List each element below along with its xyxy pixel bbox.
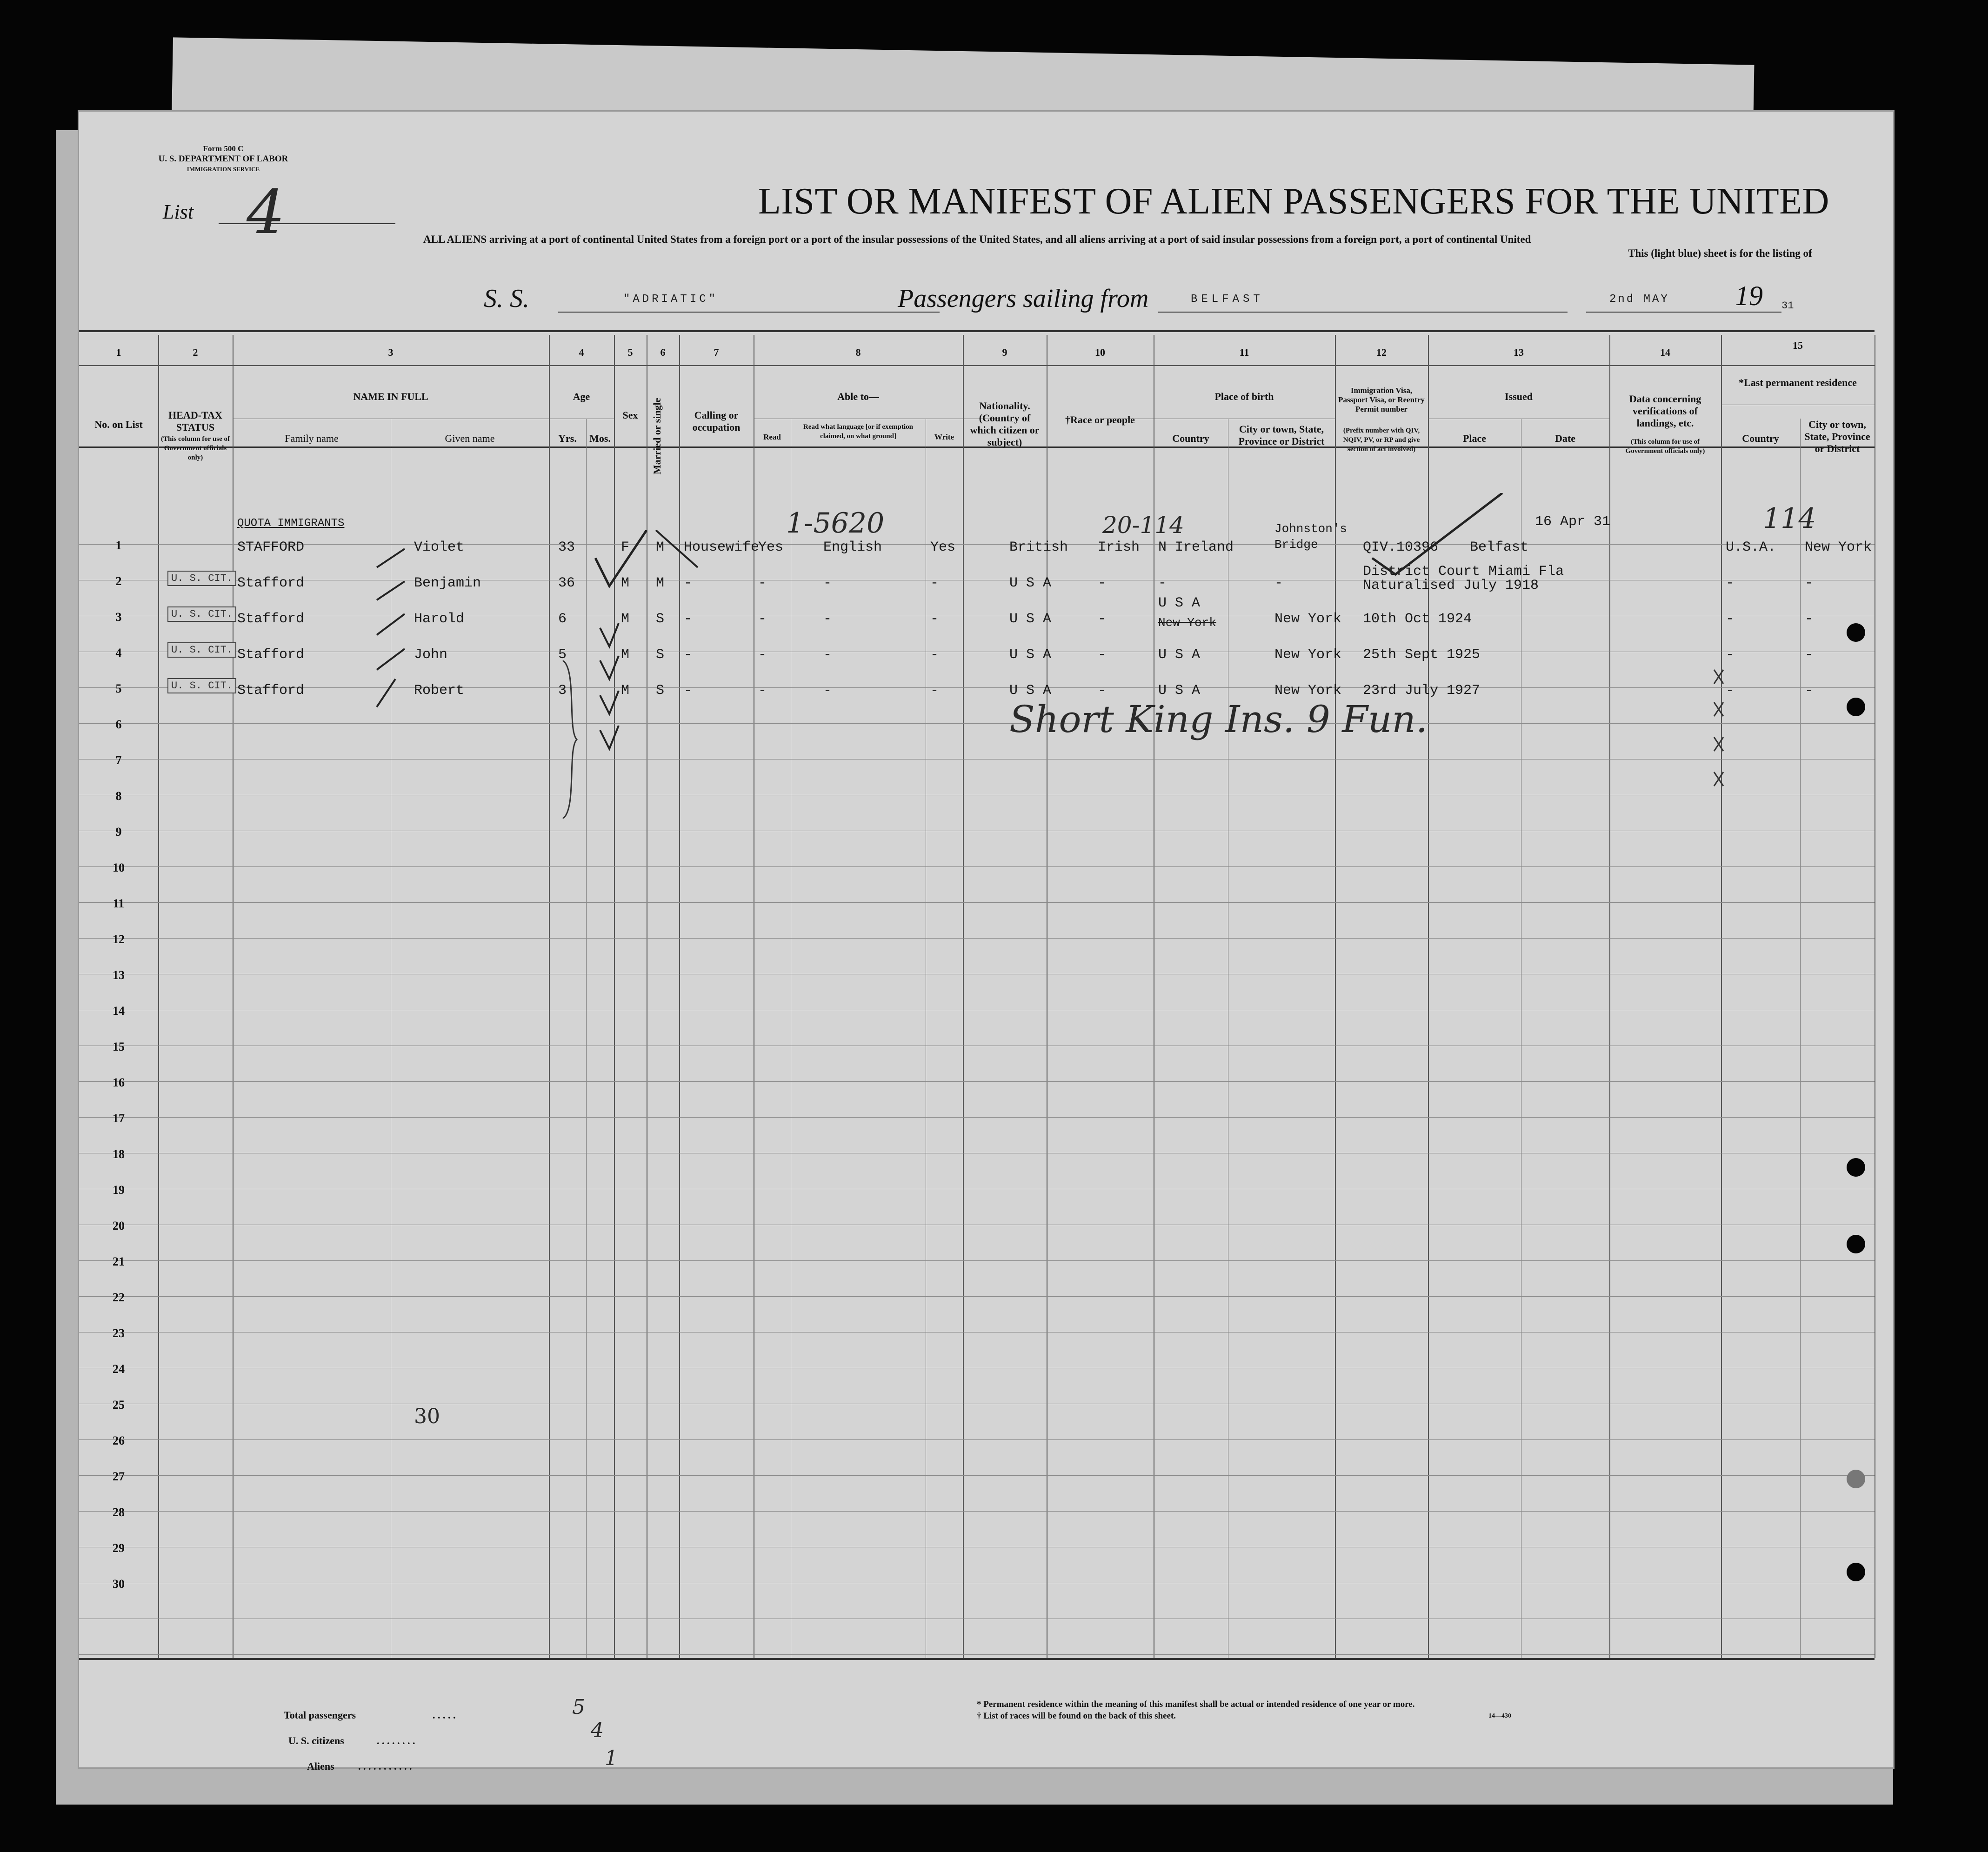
read-cell: Yes xyxy=(758,540,784,555)
marital-status-cell: S xyxy=(656,647,665,663)
calling-cell: - xyxy=(684,683,693,699)
col-given-name: Given name xyxy=(445,433,495,444)
port-underline xyxy=(1158,312,1568,313)
col-number-12: 12 xyxy=(1376,346,1387,358)
check-mark-icon xyxy=(595,530,647,586)
age-years-cell: 36 xyxy=(558,575,575,591)
col-head-tax-note: (This column for use of Government officials only) xyxy=(160,435,230,461)
footer-citizens-label: U. S. citizens xyxy=(288,1735,344,1746)
col-issued: Issued xyxy=(1505,391,1533,402)
row-number: 13 xyxy=(113,968,125,982)
row-number: 4 xyxy=(115,646,122,660)
residence-country-cell: - xyxy=(1726,611,1734,627)
age-years-cell: 3 xyxy=(558,683,567,699)
us-citizen-stamp: U. S. CIT. xyxy=(167,678,236,693)
row-number: 5 xyxy=(115,682,122,695)
row-number: 20 xyxy=(113,1219,125,1232)
manifest-sheet xyxy=(79,112,1893,1772)
footer-total-dots: . . . . . xyxy=(433,1709,456,1721)
family-name-cell: Stafford xyxy=(237,575,305,591)
row-number: 1 xyxy=(115,539,122,552)
age-years-cell: 6 xyxy=(558,611,567,627)
handwritten-residence-note: 114 xyxy=(1763,502,1816,535)
married-diagonal-icon xyxy=(656,530,698,567)
visa-cell: 23rd July 1927 xyxy=(1363,683,1481,699)
visa-cell: 10th Oct 1924 xyxy=(1363,611,1472,627)
row-number: 6 xyxy=(115,718,122,731)
x-mark-icon xyxy=(1714,702,1723,716)
list-underline xyxy=(219,223,395,224)
col-data-verif: Data concerning verifications of landings, etc. xyxy=(1629,393,1701,429)
calling-cell: - xyxy=(684,647,693,663)
issued-place-cell: Naturalised July 1918 xyxy=(1363,578,1539,593)
service: IMMIGRATION SERVICE xyxy=(187,166,260,173)
ruled-line xyxy=(79,723,1875,724)
row-number: 11 xyxy=(113,897,125,910)
x-mark-icon xyxy=(1714,737,1723,751)
visa-check xyxy=(1368,493,1507,577)
section-label: QUOTA IMMIGRANTS xyxy=(237,517,345,530)
check-mark-icon xyxy=(600,623,619,646)
given-name-cell: Robert xyxy=(414,683,465,699)
row-number: 12 xyxy=(113,933,125,946)
col-data-verif-note: (This column for use of Government officials only) xyxy=(1625,438,1705,455)
col-line xyxy=(1800,419,1801,1658)
ruled-line xyxy=(79,1439,1875,1440)
struck-birth-city: New York xyxy=(1158,616,1216,630)
punch-hole xyxy=(1847,1158,1865,1177)
ruled-line xyxy=(79,544,1875,545)
language-cell: English xyxy=(823,540,882,555)
residence-country-cell: - xyxy=(1726,647,1734,663)
row-number: 30 xyxy=(113,1577,125,1591)
write-cell: - xyxy=(930,611,939,627)
race-cell: - xyxy=(1098,647,1107,663)
footer-code: 14—430 xyxy=(1488,1712,1511,1719)
ship-underline-line xyxy=(558,312,940,313)
handwritten-annotation: Short King Ins. 9 Fun. xyxy=(1009,698,1428,741)
row-number: 18 xyxy=(113,1147,125,1161)
footer-aliens-dots: . . . . . . . . . . . xyxy=(358,1760,412,1772)
col-nationality: Nationality. (Country of which citizen or subject) xyxy=(970,400,1040,448)
col-number-4: 4 xyxy=(579,346,584,358)
family-name-cell: Stafford xyxy=(237,647,305,663)
punch-hole xyxy=(1847,1235,1865,1253)
form-number: Form 500 C xyxy=(203,144,244,153)
manifest-title: LIST OR MANIFEST OF ALIEN PASSENGERS FOR THE UNITED xyxy=(758,181,1829,222)
residence-marks xyxy=(1707,660,1735,814)
footer-total-label: Total passengers xyxy=(284,1709,356,1721)
race-cell: Irish xyxy=(1098,540,1140,555)
ruled-line xyxy=(79,1117,1875,1118)
tick-icon xyxy=(377,679,395,707)
col-number-7: 7 xyxy=(714,346,719,358)
year-prefix: 19 xyxy=(1735,280,1763,311)
col-sex: Sex xyxy=(622,409,638,421)
row-number: 27 xyxy=(113,1470,125,1483)
brace-icon xyxy=(563,660,577,819)
us-citizen-stamp: U. S. CIT. xyxy=(167,606,236,622)
table-bottom-border xyxy=(79,1658,1875,1660)
col-visa-note: (Prefix number with QIV, NQIV, PV, or RP and give section of act involved) xyxy=(1343,427,1420,453)
ruled-line xyxy=(79,1260,1875,1261)
language-cell: - xyxy=(823,647,832,663)
marital-status-cell: M xyxy=(656,540,665,555)
handwritten-birth-note: 20-114 xyxy=(1102,512,1184,539)
col-number-1: 1 xyxy=(116,346,121,358)
read-cell: - xyxy=(758,575,767,591)
check-marks xyxy=(591,530,712,753)
write-cell: Yes xyxy=(930,540,956,555)
sex-cell: M xyxy=(621,647,630,663)
footer-note-1: * Permanent residence within the meaning of this manifest shall be actual or intended residence of one year or more. xyxy=(977,1699,1415,1709)
sex-cell: M xyxy=(621,683,630,699)
row-number: 26 xyxy=(113,1434,125,1447)
row-number: 2 xyxy=(115,574,122,588)
col-family-name: Family name xyxy=(285,433,339,444)
residence-country-cell: U.S.A. xyxy=(1726,540,1776,555)
col-yrs: Yrs. xyxy=(558,433,577,444)
write-cell: - xyxy=(930,683,939,699)
read-cell: - xyxy=(758,683,767,699)
col-number-11: 11 xyxy=(1239,346,1249,358)
x-mark-icon xyxy=(1714,772,1723,786)
ruled-line xyxy=(79,938,1875,939)
col-line xyxy=(549,335,550,1658)
col-number-5: 5 xyxy=(627,346,633,358)
col-number-9: 9 xyxy=(1002,346,1007,358)
col-calling: Calling or occupation xyxy=(692,409,740,433)
issued-date-cell: 16 Apr 31 xyxy=(1535,514,1611,530)
given-name-cell: Benjamin xyxy=(414,575,481,591)
residence-city-cell: - xyxy=(1805,647,1814,663)
year-suffix: 31 xyxy=(1781,300,1794,312)
row-number: 29 xyxy=(113,1541,125,1555)
department: U. S. DEPARTMENT OF LABOR xyxy=(158,154,288,164)
nationality-cell: U S A xyxy=(1009,575,1052,591)
birth-country-cell: U S A xyxy=(1158,683,1201,699)
tick-icon xyxy=(377,549,405,567)
port-name: BELFAST xyxy=(1191,293,1264,306)
col-no-on-list: No. on List xyxy=(94,419,143,430)
manifest-subtitle-2: This (light blue) sheet is for the listing of xyxy=(1628,247,1812,259)
row-number: 25 xyxy=(113,1398,125,1412)
col-married: Married or single xyxy=(651,398,663,474)
tick-icon xyxy=(377,581,405,600)
ship-name: "ADRIATIC" xyxy=(623,293,719,306)
calling-cell: - xyxy=(684,575,693,591)
read-cell: - xyxy=(758,647,767,663)
residence-city-cell: - xyxy=(1805,611,1814,627)
col-write: Write xyxy=(934,433,954,441)
family-name-cell: Stafford xyxy=(237,611,305,627)
col-line xyxy=(1609,335,1610,1658)
residence-city-cell: New York xyxy=(1805,540,1872,555)
calling-cell: Housewife xyxy=(684,540,760,555)
birth-country-cell: - xyxy=(1158,575,1167,591)
ruled-line xyxy=(79,687,1875,688)
visa-cell: QIV.10396 xyxy=(1363,540,1439,555)
handwritten-row25-note: 30 xyxy=(414,1405,440,1428)
birth-city-cell: New York xyxy=(1274,683,1342,699)
residence-country-cell: - xyxy=(1726,683,1734,699)
col-number-6: 6 xyxy=(660,346,666,358)
row-number: 9 xyxy=(115,825,122,839)
ruled-line xyxy=(79,866,1875,867)
check-mark-icon xyxy=(600,656,619,679)
col-mos: Mos. xyxy=(589,433,611,444)
tick-icon xyxy=(377,649,405,670)
check-mark-icon xyxy=(600,691,619,714)
col-name-in-full: NAME IN FULL xyxy=(353,391,428,402)
write-cell: - xyxy=(930,575,939,591)
visa-cell: District Court Miami Fla xyxy=(1363,564,1564,580)
col-able-to: Able to— xyxy=(837,391,879,402)
visa-cell: 25th Sept 1925 xyxy=(1363,647,1481,663)
col-age: Age xyxy=(573,391,590,402)
row-number: 21 xyxy=(113,1255,125,1268)
row-number: 23 xyxy=(113,1326,125,1340)
list-number: 4 xyxy=(247,177,285,247)
marital-status-cell: M xyxy=(656,575,665,591)
ruled-line xyxy=(79,1296,1875,1297)
row-number: 28 xyxy=(113,1506,125,1519)
handwritten-read-note: 1-5620 xyxy=(786,507,885,540)
race-cell: - xyxy=(1098,683,1107,699)
col-race: †Race or people xyxy=(1065,414,1135,426)
row-number: 8 xyxy=(115,789,122,803)
col-place-of-birth: Place of birth xyxy=(1214,391,1274,402)
row-number: 10 xyxy=(113,861,125,874)
name-checks xyxy=(367,544,423,739)
nationality-cell: U S A xyxy=(1009,683,1052,699)
punch-hole xyxy=(1847,1563,1865,1581)
tick-icon xyxy=(377,614,405,635)
ruled-line xyxy=(79,1511,1875,1512)
residence-country-cell: - xyxy=(1726,575,1734,591)
ruled-line xyxy=(79,1654,1875,1655)
punch-hole xyxy=(1847,1470,1865,1488)
ruled-line xyxy=(79,1475,1875,1476)
birth-city-cell: - xyxy=(1274,575,1283,591)
row-number: 15 xyxy=(113,1040,125,1053)
us-citizen-stamp: U. S. CIT. xyxy=(167,642,236,658)
col-head-tax: HEAD-TAX STATUS xyxy=(168,409,222,433)
col-read-language: Read what language [or if exemption claimed, on what ground] xyxy=(803,423,913,440)
residence-city-cell: - xyxy=(1805,575,1814,591)
manifest-subtitle: ALL ALIENS arriving at a port of continental United States from a foreign port or a port of the insular possessions of the United States, and all aliens arriving at a port of said insular possessions from a foreign port, a port of continental United xyxy=(423,233,1531,245)
col-issued-date: Date xyxy=(1555,433,1575,444)
row-number: 14 xyxy=(113,1004,125,1018)
ss-label: S. S. xyxy=(484,284,529,313)
race-cell: - xyxy=(1098,611,1107,627)
row-number: 19 xyxy=(113,1183,125,1197)
col-issued-place: Place xyxy=(1462,433,1487,444)
footer-citizens-value: 4 xyxy=(591,1719,604,1742)
col-number-14: 14 xyxy=(1660,346,1670,358)
residence-city-cell: - xyxy=(1805,683,1814,699)
language-cell: - xyxy=(823,575,832,591)
col-number-15: 15 xyxy=(1793,340,1803,351)
col-line xyxy=(586,419,587,1658)
nationality-cell: British xyxy=(1009,540,1068,555)
col-res-city: City or town, State, Province or District xyxy=(1804,419,1870,454)
nationality-cell: U S A xyxy=(1009,647,1052,663)
age-years-cell: 5 xyxy=(558,647,567,663)
birth-city-cell: Johnston's Bridge xyxy=(1274,522,1348,552)
row-number: 22 xyxy=(113,1291,125,1304)
col-number-3: 3 xyxy=(388,346,394,358)
col-line xyxy=(963,335,964,1658)
row-number: 17 xyxy=(113,1112,125,1125)
footer-citizens-dots: . . . . . . . . xyxy=(377,1735,415,1746)
birth-city-cell: New York xyxy=(1274,611,1342,627)
subheader-line xyxy=(79,365,1875,366)
read-cell: - xyxy=(758,611,767,627)
col-visa: Immigration Visa, Passport Visa, or Reentry Permit number xyxy=(1338,386,1425,413)
given-name-cell: John xyxy=(414,647,448,663)
language-cell: - xyxy=(823,683,832,699)
sailing-date: 2nd MAY xyxy=(1609,293,1669,306)
nationality-cell: U S A xyxy=(1009,611,1052,627)
col-line xyxy=(1721,335,1722,1658)
sailing-label: Passengers sailing from xyxy=(898,284,1149,313)
punch-hole xyxy=(1847,623,1865,642)
col-number-13: 13 xyxy=(1514,346,1524,358)
check-mark-icon xyxy=(1372,493,1502,574)
col-res-country: Country xyxy=(1742,433,1779,444)
sex-cell: F xyxy=(621,540,630,555)
birth-country-cell: U S A xyxy=(1158,595,1201,611)
punch-hole xyxy=(1847,698,1865,716)
check-mark-icon xyxy=(600,726,619,749)
footer-aliens-label: Aliens xyxy=(307,1760,334,1772)
age-years-cell: 33 xyxy=(558,540,575,555)
row-number: 24 xyxy=(113,1362,125,1376)
given-name-cell: Violet xyxy=(414,540,465,555)
footer-total-value: 5 xyxy=(572,1695,585,1719)
ruled-line xyxy=(79,1081,1875,1082)
marital-status-cell: S xyxy=(656,611,665,627)
family-brace xyxy=(558,660,586,819)
family-name-cell: Stafford xyxy=(237,683,305,699)
birth-country-cell: N Ireland xyxy=(1158,540,1234,555)
given-name-cell: Harold xyxy=(414,611,465,627)
issued-place-cell: Belfast xyxy=(1470,540,1529,555)
col-number-2: 2 xyxy=(193,346,198,358)
birth-country-cell: U S A xyxy=(1158,647,1201,663)
col-number-8: 8 xyxy=(855,346,861,358)
sex-cell: M xyxy=(621,575,630,591)
marital-status-cell: S xyxy=(656,683,665,699)
family-name-cell: STAFFORD xyxy=(237,540,305,555)
row-number: 16 xyxy=(113,1076,125,1089)
col-read: Read xyxy=(763,433,781,441)
list-label: List xyxy=(163,200,194,223)
row-number: 7 xyxy=(115,753,122,767)
birth-city-cell: New York xyxy=(1274,647,1342,663)
us-citizen-stamp: U. S. CIT. xyxy=(167,571,236,586)
sex-cell: M xyxy=(621,611,630,627)
footer-note-2: † List of races will be found on the back of this sheet. xyxy=(977,1711,1176,1721)
col-line xyxy=(158,335,159,1658)
col-last-residence: *Last permanent residence xyxy=(1739,377,1857,388)
ruled-line xyxy=(79,902,1875,903)
table-top-border xyxy=(79,330,1875,332)
x-mark-icon xyxy=(1714,670,1723,684)
col-city: City or town, State, Province or District xyxy=(1238,423,1325,447)
col-country: Country xyxy=(1172,433,1209,444)
race-cell: - xyxy=(1098,575,1107,591)
write-cell: - xyxy=(930,647,939,663)
col-number-10: 10 xyxy=(1095,346,1105,358)
language-cell: - xyxy=(823,611,832,627)
calling-cell: - xyxy=(684,611,693,627)
row-number: 3 xyxy=(115,610,122,624)
footer-aliens-value: 1 xyxy=(605,1746,618,1770)
